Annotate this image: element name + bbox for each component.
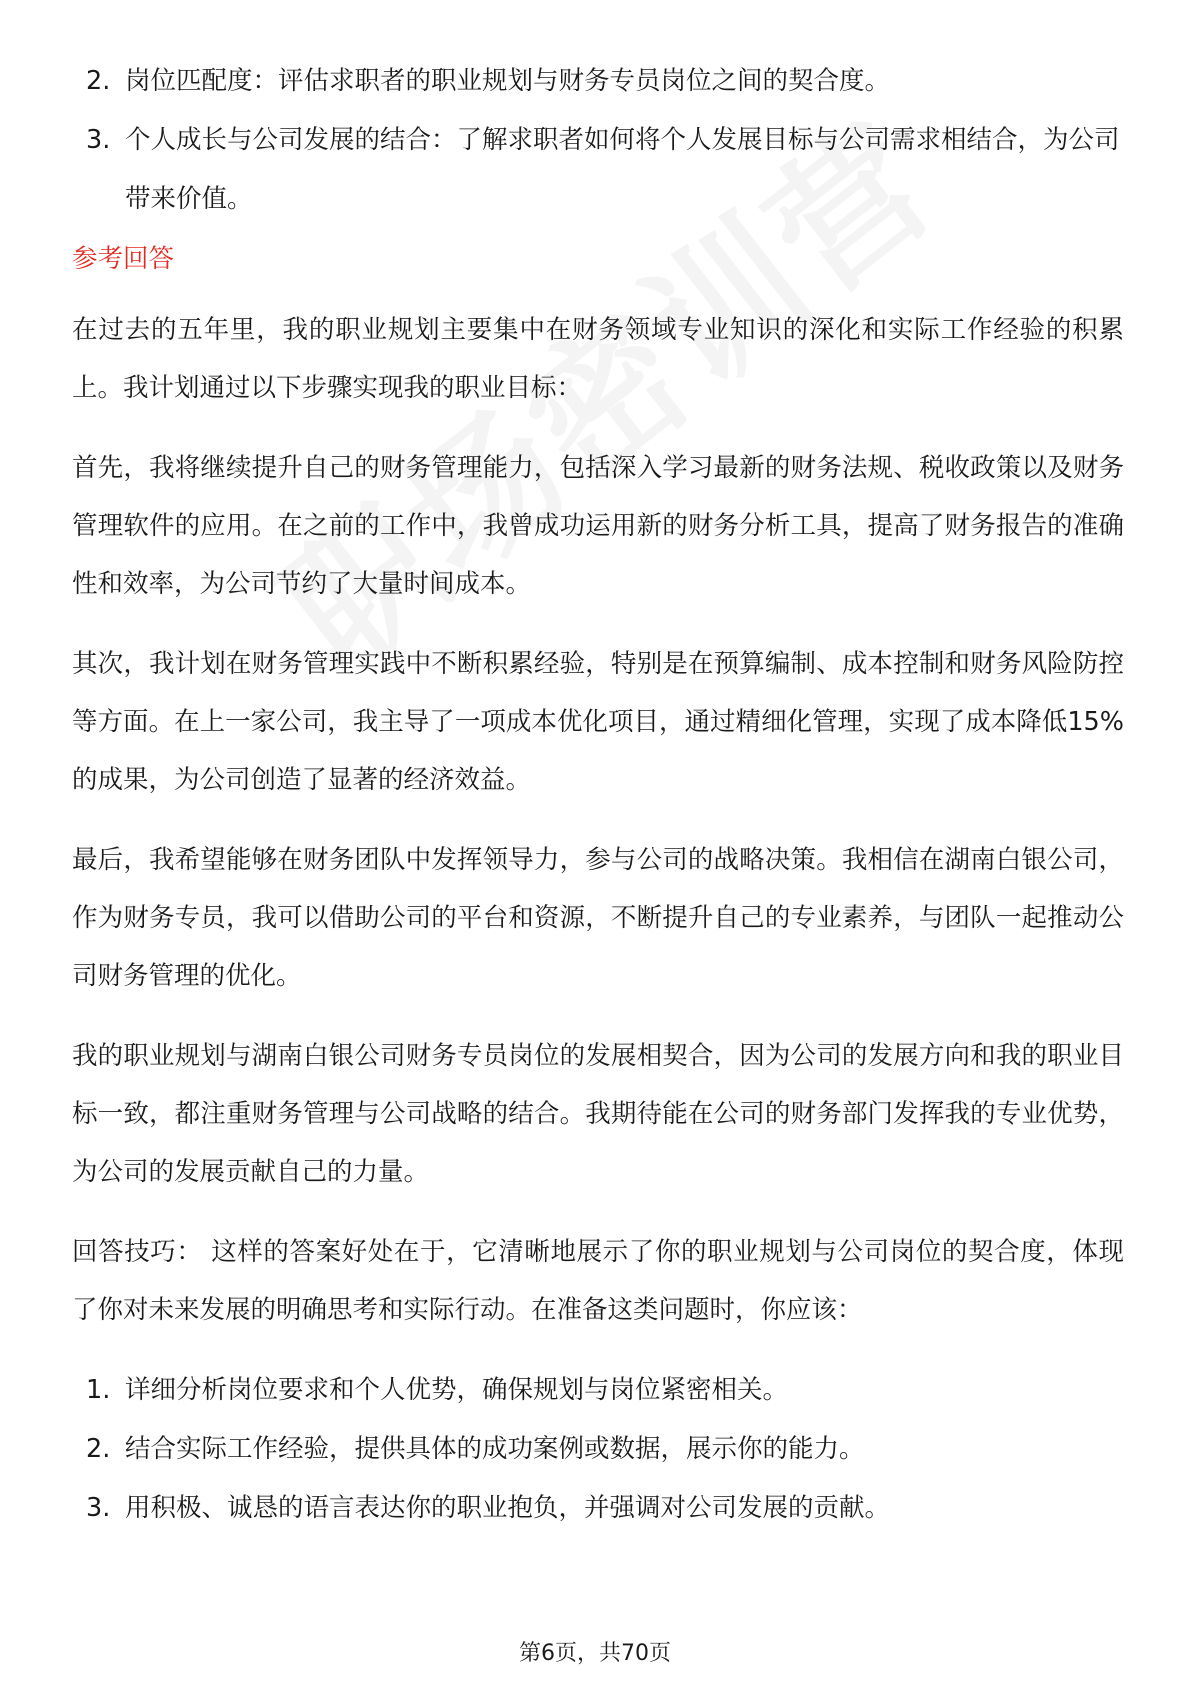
paragraph: 最后，我希望能够在财务团队中发挥领导力，参与公司的战略决策。我相信在湖南白银公司，作为财务专员，我可以借助公司的平台和资源，不断提升自己的专业素养，与团队一起推动公司财务管理的优化。 [72,845,1124,991]
list-item [72,1420,1124,1479]
list-item [72,1361,1124,1420]
tips-list [72,1361,1124,1538]
paragraph: 在过去的五年里，我的职业规划主要集中在财务领域专业知识的深化和实际工作经验的积累上。我计划通过以下步骤实现我的职业目标： [72,315,1124,403]
criteria-list [72,52,1124,229]
paragraph: 我的职业规划与湖南白银公司财务专员岗位的发展相契合，因为公司的发展方向和我的职业目标一致，都注重财务管理与公司战略的结合。我期待能在公司的财务部门发挥我的专业优势，为公司的发展贡献自己的力量。 [72,1041,1124,1187]
list-item [72,52,1124,111]
page-footer: 第6页，共70页 [519,1641,671,1666]
paragraph: 其次，我计划在财务管理实践中不断积累经验，特别是在预算编制、成本控制和财务风险防控等方面。在上一家公司，我主导了一项成本优化项目，通过精细化管理，实现了成本降低15%的成果，为公司创造了显著的经济效益。 [72,649,1124,795]
list-item-text: 结合实际工作经验，提供具体的成功案例或数据，展示你的能力。 [125,1434,865,1464]
list-item-number: 2. [86,1434,111,1464]
list-item [72,111,1124,229]
list-item-number: 3. [86,1493,111,1523]
list-item-text: 用积极、诚恳的语言表达你的职业抱负，并强调对公司发展的贡献。 [125,1493,891,1523]
list-item-text: 详细分析岗位要求和个人优势，确保规划与岗位紧密相关。 [125,1375,789,1405]
page-content [72,52,1124,1538]
section-heading: 参考回答 [72,244,175,274]
list-item-number: 3. [86,125,111,155]
tips-paragraph: 回答技巧： 这样的答案好处在于，它清晰地展示了你的职业规划与公司岗位的契合度，体现了你对未来发展的明确思考和实际行动。在准备这类问题时，你应该： [72,1237,1124,1325]
list-item-text: 岗位匹配度：评估求职者的职业规划与财务专员岗位之间的契合度。 [125,66,891,96]
list-item-number: 1. [86,1375,111,1405]
list-item [72,1479,1124,1538]
list-item-number: 2. [86,66,111,96]
list-item-text: 个人成长与公司发展的结合：了解求职者如何将个人发展目标与公司需求相结合，为公司带来价值。 [125,125,1120,214]
paragraph: 首先，我将继续提升自己的财务管理能力，包括深入学习最新的财务法规、税收政策以及财务管理软件的应用。在之前的工作中，我曾成功运用新的财务分析工具，提高了财务报告的准确性和效率，为公司节约了大量时间成本。 [72,453,1124,599]
